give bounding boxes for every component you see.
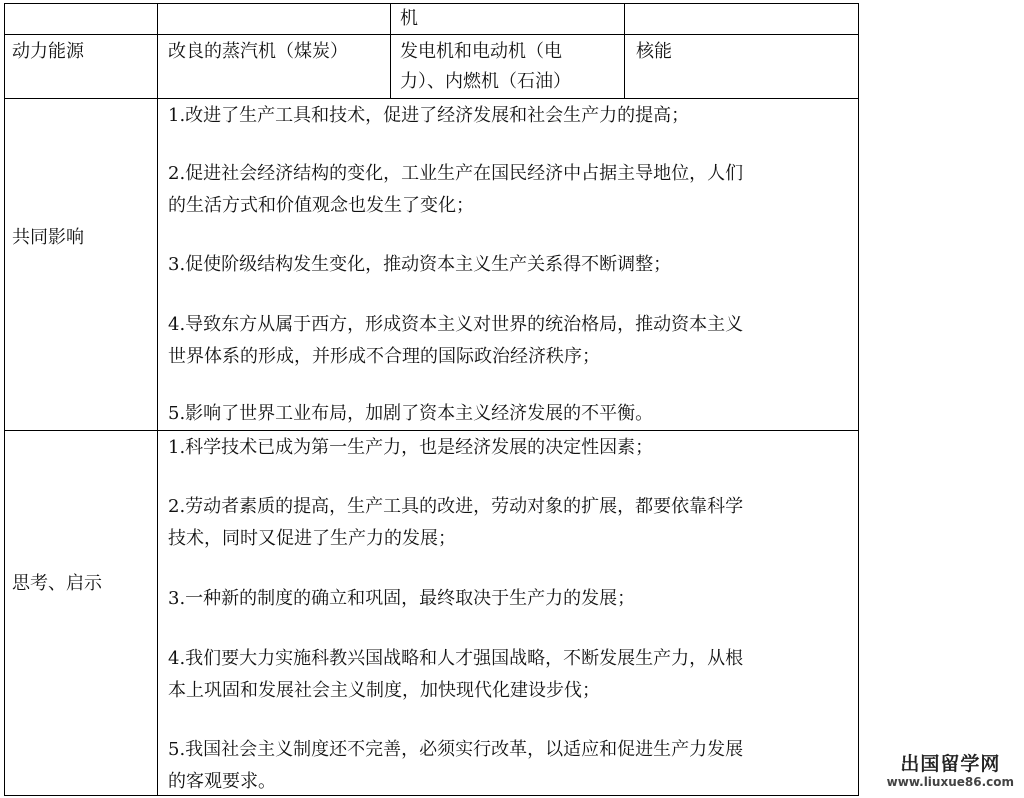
insight-item-2 (168, 491, 858, 555)
watermark-title: 出国留学网 (900, 753, 1001, 775)
impact-item-4-line: 4.导致东方从属于西方，形成资本主义对世界的统治格局，推动资本主义 (168, 314, 744, 335)
insight-item-5-line: 5.我国社会主义制度还不完善，必须实行改革，以适应和促进生产力发展 (168, 739, 744, 760)
watermark-url: www.liuxue86.com (886, 775, 1014, 789)
insight-item-3 (168, 583, 858, 615)
table-col-divider-2 (390, 3, 391, 99)
insight-item-3-line: 3.一种新的制度的确立和巩固，最终取决于生产力的发展； (168, 588, 636, 609)
insight-item-5-line: 的客观要求。 (168, 771, 276, 792)
cell-energy-second-revolution-line1: 发电机和电动机（电 (400, 41, 562, 62)
table-border-right (858, 3, 859, 796)
row-label-energy: 动力能源 (12, 41, 84, 62)
impact-item-1-line: 1.改进了生产工具和技术，促进了经济发展和社会生产力的提高； (168, 105, 690, 126)
cell-energy-third-revolution: 核能 (636, 41, 672, 62)
insight-item-2-line: 2.劳动者素质的提高，生产工具的改进，劳动对象的扩展，都要依靠科学 (168, 496, 744, 517)
impact-item-1 (168, 100, 858, 132)
site-watermark (887, 753, 1014, 789)
insight-item-4 (168, 643, 858, 707)
table-border-top (4, 3, 859, 4)
impact-item-5-line: 5.影响了世界工业布局，加剧了资本主义经济发展的不平衡。 (168, 403, 654, 424)
impact-item-2-line: 2.促进社会经济结构的变化，工业生产在国民经济中占据主导地位，人们 (168, 163, 744, 184)
insight-item-2-line: 技术，同时又促进了生产力的发展； (168, 528, 456, 549)
insight-item-1-line: 1.科学技术已成为第一生产力，也是经济发展的决定性因素； (168, 437, 654, 458)
insight-item-4-line: 本上巩固和发展社会主义制度，加快现代化建设步伐； (168, 680, 600, 701)
impact-item-3 (168, 249, 858, 281)
table-col-divider-3 (624, 3, 625, 99)
table-divider-row1 (4, 34, 859, 35)
impact-item-5 (168, 398, 858, 430)
table-divider-row2 (4, 98, 859, 99)
cell-energy-second-revolution-line2: 力）、内燃机（石油） (400, 71, 571, 92)
row-label-common-impact: 共同影响 (12, 227, 84, 248)
insight-item-1 (168, 432, 858, 464)
cell-energy-first-revolution: 改良的蒸汽机（煤炭） (168, 41, 348, 62)
impact-item-4 (168, 309, 858, 373)
impact-item-3-line: 3.促使阶级结构发生变化，推动资本主义生产关系得不断调整； (168, 254, 672, 275)
impact-item-2 (168, 158, 858, 222)
table-border-left (4, 3, 5, 796)
table-divider-row3 (4, 430, 859, 431)
cell-top-col3: 机 (400, 8, 418, 29)
table-col-divider-1 (157, 3, 158, 796)
insight-item-4-line: 4.我们要大力实施科教兴国战略和人才强国战略，不断发展生产力，从根 (168, 648, 744, 669)
impact-item-4-line: 世界体系的形成，并形成不合理的国际政治经济秩序； (168, 346, 600, 367)
impact-item-2-line: 的生活方式和价值观念也发生了变化； (168, 195, 474, 216)
row-label-thoughts-insights: 思考、启示 (12, 573, 102, 594)
insight-item-5 (168, 734, 858, 798)
